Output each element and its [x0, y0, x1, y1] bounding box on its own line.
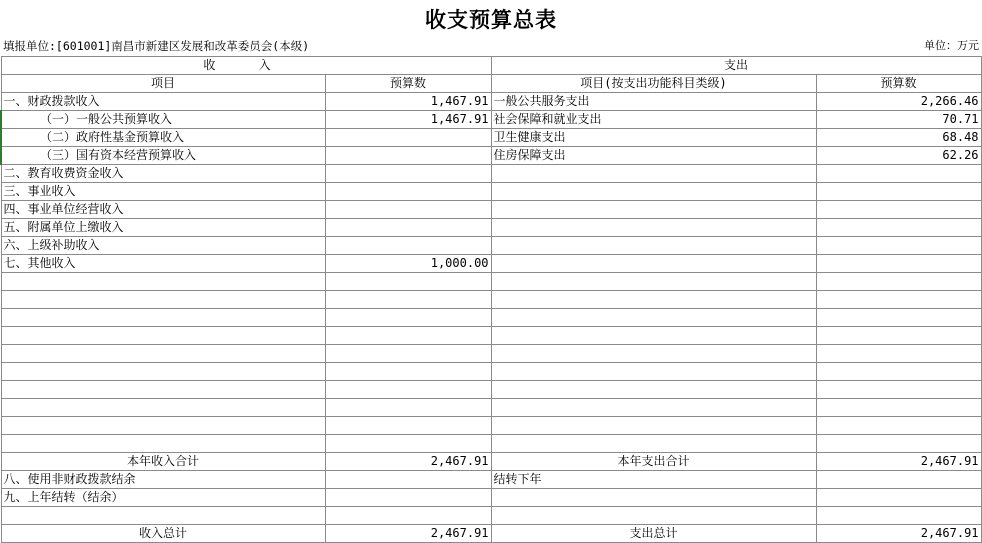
income-item: （二）政府性基金预算收入	[1, 129, 325, 147]
income-value	[325, 165, 491, 183]
grand-income-total-value: 2,467.91	[325, 525, 491, 543]
grand-expense-total-label: 支出总计	[491, 525, 816, 543]
expense-group-header: 支出	[491, 57, 981, 75]
empty-cell	[491, 417, 816, 435]
income-item: 八、使用非财政拨款结余	[1, 471, 325, 489]
expense-value	[816, 219, 981, 237]
income-item: 四、事业单位经营收入	[1, 201, 325, 219]
income-item: 七、其他收入	[1, 255, 325, 273]
column-header-row	[1, 75, 981, 93]
table-row	[1, 93, 981, 111]
income-item-header: 项目	[1, 75, 325, 93]
empty-cell	[816, 327, 981, 345]
empty-cell	[1, 291, 325, 309]
empty-cell	[491, 273, 816, 291]
table-body	[1, 57, 981, 543]
grand-expense-total-value: 2,467.91	[816, 525, 981, 543]
empty-cell	[816, 381, 981, 399]
empty-cell	[491, 345, 816, 363]
income-value: 1,467.91	[325, 93, 491, 111]
empty-cell	[325, 417, 491, 435]
expense-value: 70.71	[816, 111, 981, 129]
table-row	[1, 255, 981, 273]
expense-item-header: 项目(按支出功能科目类级)	[491, 75, 816, 93]
income-budget-header: 预算数	[325, 75, 491, 93]
empty-cell	[491, 291, 816, 309]
expense-item	[491, 183, 816, 201]
empty-cell	[1, 435, 325, 453]
blank-row	[1, 507, 981, 525]
income-item: （一）一般公共预算收入	[1, 111, 325, 129]
expense-item: 卫生健康支出	[491, 129, 816, 147]
page-title: 收支预算总表	[425, 7, 557, 32]
income-value: 1,467.91	[325, 111, 491, 129]
blank-row	[1, 381, 981, 399]
empty-cell	[325, 309, 491, 327]
table-row	[1, 165, 981, 183]
money-unit: 单位：万元	[924, 39, 979, 52]
empty-cell	[1, 273, 325, 291]
table-row	[1, 183, 981, 201]
expense-item	[491, 255, 816, 273]
empty-cell	[1, 399, 325, 417]
budget-summary-table	[0, 56, 982, 543]
empty-cell	[491, 435, 816, 453]
income-value	[325, 201, 491, 219]
blank-row	[1, 327, 981, 345]
expense-item: 结转下年	[491, 471, 816, 489]
empty-cell	[816, 291, 981, 309]
income-item: （三）国有资本经营预算收入	[1, 147, 325, 165]
income-value	[325, 147, 491, 165]
empty-cell	[1, 381, 325, 399]
empty-cell	[1, 417, 325, 435]
empty-cell	[491, 399, 816, 417]
empty-cell	[325, 345, 491, 363]
table-row	[1, 219, 981, 237]
report-meta	[3, 38, 979, 54]
empty-cell	[816, 507, 981, 525]
empty-cell	[816, 399, 981, 417]
table-row	[1, 111, 981, 129]
empty-cell	[491, 327, 816, 345]
table-row	[1, 147, 981, 165]
income-item: 九、上年结转（结余）	[1, 489, 325, 507]
empty-cell	[491, 507, 816, 525]
grand-total-row	[1, 525, 981, 543]
empty-cell	[491, 363, 816, 381]
income-value: 1,000.00	[325, 255, 491, 273]
empty-cell	[325, 399, 491, 417]
table-row	[1, 471, 981, 489]
income-value	[325, 219, 491, 237]
empty-cell	[325, 381, 491, 399]
blank-row	[1, 273, 981, 291]
expense-item	[491, 165, 816, 183]
year-expense-total-value: 2,467.91	[816, 453, 981, 471]
year-expense-total-label: 本年支出合计	[491, 453, 816, 471]
expense-value	[816, 255, 981, 273]
expense-item: 一般公共服务支出	[491, 93, 816, 111]
empty-cell	[1, 327, 325, 345]
income-group-header: 收 入	[1, 57, 491, 75]
expense-value: 2,266.46	[816, 93, 981, 111]
empty-cell	[1, 309, 325, 327]
empty-cell	[325, 273, 491, 291]
empty-cell	[816, 417, 981, 435]
table-row	[1, 129, 981, 147]
empty-cell	[491, 309, 816, 327]
empty-cell	[1, 507, 325, 525]
blank-row	[1, 399, 981, 417]
blank-row	[1, 417, 981, 435]
expense-value	[816, 201, 981, 219]
expense-value: 62.26	[816, 147, 981, 165]
blank-row	[1, 435, 981, 453]
empty-cell	[325, 507, 491, 525]
expense-value	[816, 165, 981, 183]
empty-cell	[325, 471, 491, 489]
expense-item	[491, 219, 816, 237]
table-row	[1, 201, 981, 219]
empty-cell	[325, 363, 491, 381]
expense-budget-header: 预算数	[816, 75, 981, 93]
empty-cell	[1, 345, 325, 363]
expense-item: 住房保障支出	[491, 147, 816, 165]
income-value	[325, 129, 491, 147]
year-income-total-value: 2,467.91	[325, 453, 491, 471]
empty-cell	[325, 435, 491, 453]
empty-cell	[816, 489, 981, 507]
grand-income-total-label: 收入总计	[1, 525, 325, 543]
income-item: 三、事业收入	[1, 183, 325, 201]
blank-row	[1, 363, 981, 381]
income-value	[325, 237, 491, 255]
table-row	[1, 237, 981, 255]
expense-value	[816, 237, 981, 255]
empty-cell	[816, 345, 981, 363]
blank-row	[1, 345, 981, 363]
empty-cell	[816, 471, 981, 489]
expense-value	[816, 183, 981, 201]
expense-item	[491, 237, 816, 255]
income-value	[325, 183, 491, 201]
table-row	[1, 489, 981, 507]
empty-cell	[816, 309, 981, 327]
year-total-row	[1, 453, 981, 471]
empty-cell	[816, 363, 981, 381]
year-income-total-label: 本年收入合计	[1, 453, 325, 471]
income-item: 六、上级补助收入	[1, 237, 325, 255]
expense-item	[491, 489, 816, 507]
empty-cell	[325, 489, 491, 507]
empty-cell	[325, 327, 491, 345]
empty-cell	[816, 273, 981, 291]
blank-row	[1, 309, 981, 327]
expense-item	[491, 201, 816, 219]
income-item: 一、财政拨款收入	[1, 93, 325, 111]
empty-cell	[491, 381, 816, 399]
empty-cell	[816, 435, 981, 453]
expense-item: 社会保障和就业支出	[491, 111, 816, 129]
expense-value: 68.48	[816, 129, 981, 147]
blank-row	[1, 291, 981, 309]
filler-unit: 填报单位:[601001]南昌市新建区发展和改革委员会(本级)	[3, 39, 310, 53]
group-header-row	[1, 57, 981, 75]
empty-cell	[325, 291, 491, 309]
income-item: 二、教育收费资金收入	[1, 165, 325, 183]
empty-cell	[1, 363, 325, 381]
income-item: 五、附属单位上缴收入	[1, 219, 325, 237]
